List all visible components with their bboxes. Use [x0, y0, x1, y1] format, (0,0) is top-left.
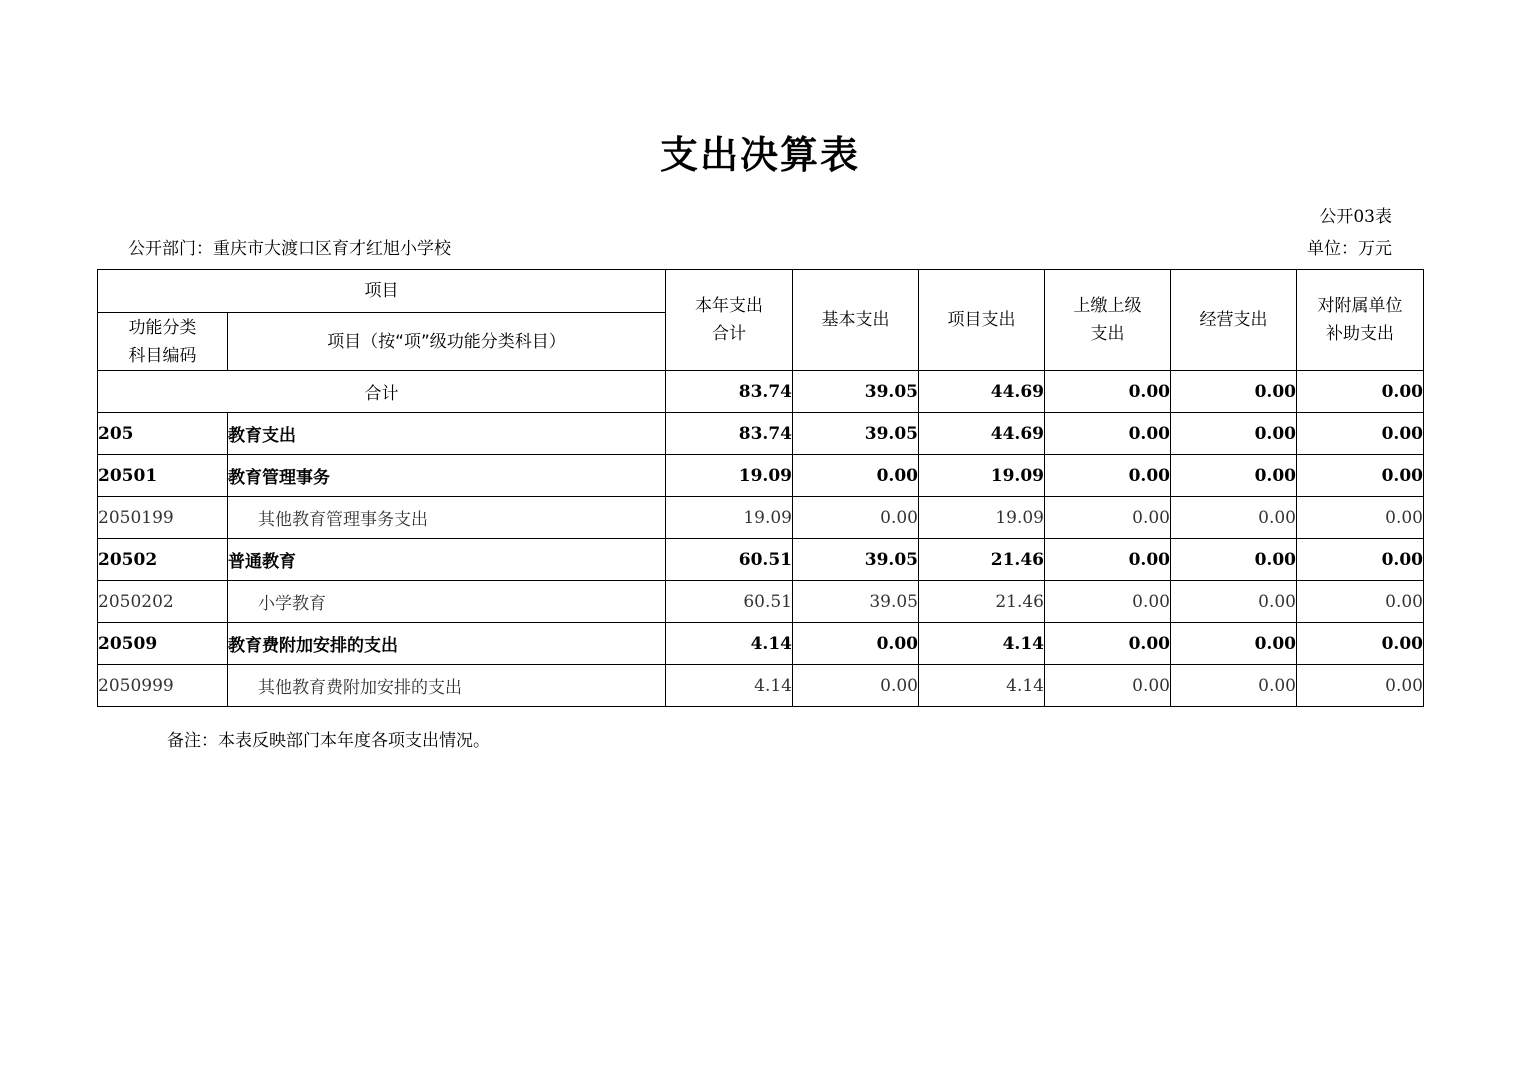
code-cell: 2050999	[98, 665, 228, 707]
project-cell: 44.69	[919, 371, 1045, 413]
business-cell: 0.00	[1171, 623, 1297, 665]
basic-cell: 39.05	[793, 581, 919, 623]
project-cell: 21.46	[919, 581, 1045, 623]
expenditure-table	[97, 269, 1424, 707]
total-cell: 4.14	[666, 623, 793, 665]
code-cell: 20501	[98, 455, 228, 497]
header-subsidiary: 对附属单位补助支出	[1297, 270, 1424, 371]
total-cell: 19.09	[666, 455, 793, 497]
business-cell: 0.00	[1171, 665, 1297, 707]
table-row	[98, 665, 1424, 707]
code-cell: 2050199	[98, 497, 228, 539]
superior-cell: 0.00	[1045, 539, 1171, 581]
business-cell: 0.00	[1171, 497, 1297, 539]
basic-cell: 39.05	[793, 539, 919, 581]
total-cell: 4.14	[666, 665, 793, 707]
project-cell: 21.46	[919, 539, 1045, 581]
basic-cell: 0.00	[793, 455, 919, 497]
name-cell: 其他教育管理事务支出	[228, 497, 666, 539]
total-cell: 60.51	[666, 539, 793, 581]
total-row	[98, 371, 1424, 413]
header-superior: 上缴上级支出	[1045, 270, 1171, 371]
basic-cell: 0.00	[793, 623, 919, 665]
basic-cell: 39.05	[793, 413, 919, 455]
header-project: 项目支出	[919, 270, 1045, 371]
total-cell: 83.74	[666, 413, 793, 455]
subsidiary-cell: 0.00	[1297, 539, 1424, 581]
business-cell: 0.00	[1171, 581, 1297, 623]
subsidiary-cell: 0.00	[1297, 665, 1424, 707]
superior-cell: 0.00	[1045, 665, 1171, 707]
project-cell: 19.09	[919, 455, 1045, 497]
name-cell: 教育管理事务	[228, 455, 666, 497]
page-title: 支出决算表	[659, 133, 860, 177]
basic-cell: 0.00	[793, 497, 919, 539]
total-cell: 19.09	[666, 497, 793, 539]
name-cell: 普通教育	[228, 539, 666, 581]
total-cell: 60.51	[666, 581, 793, 623]
project-cell: 4.14	[919, 623, 1045, 665]
remark-note: 备注：本表反映部门本年度各项支出情况。	[167, 731, 490, 751]
name-cell: 其他教育费附加安排的支出	[228, 665, 666, 707]
superior-cell: 0.00	[1045, 413, 1171, 455]
business-cell: 0.00	[1171, 371, 1297, 413]
header-total: 本年支出合计	[666, 270, 793, 371]
total-label: 合计	[98, 371, 666, 413]
business-cell: 0.00	[1171, 413, 1297, 455]
table-row	[98, 539, 1424, 581]
superior-cell: 0.00	[1045, 623, 1171, 665]
header-business: 经营支出	[1171, 270, 1297, 371]
subsidiary-cell: 0.00	[1297, 497, 1424, 539]
name-cell: 教育费附加安排的支出	[228, 623, 666, 665]
table-row	[98, 497, 1424, 539]
table-row	[98, 413, 1424, 455]
header-item: 项目（按“项”级功能分类科目）	[228, 313, 666, 371]
code-cell: 20509	[98, 623, 228, 665]
subsidiary-cell: 0.00	[1297, 371, 1424, 413]
project-cell: 19.09	[919, 497, 1045, 539]
subsidiary-cell: 0.00	[1297, 455, 1424, 497]
table-row	[98, 581, 1424, 623]
superior-cell: 0.00	[1045, 581, 1171, 623]
department-label: 公开部门：重庆市大渡口区育才红旭小学校	[128, 239, 451, 259]
business-cell: 0.00	[1171, 539, 1297, 581]
project-cell: 4.14	[919, 665, 1045, 707]
basic-cell: 0.00	[793, 665, 919, 707]
name-cell: 小学教育	[228, 581, 666, 623]
total-cell: 83.74	[666, 371, 793, 413]
subsidiary-cell: 0.00	[1297, 623, 1424, 665]
unit-label: 单位：万元	[1307, 239, 1392, 259]
code-cell: 2050202	[98, 581, 228, 623]
superior-cell: 0.00	[1045, 455, 1171, 497]
subsidiary-cell: 0.00	[1297, 413, 1424, 455]
header-code: 功能分类科目编码	[98, 313, 228, 371]
basic-cell: 39.05	[793, 371, 919, 413]
code-cell: 20502	[98, 539, 228, 581]
business-cell: 0.00	[1171, 455, 1297, 497]
code-cell: 205	[98, 413, 228, 455]
header-basic: 基本支出	[793, 270, 919, 371]
superior-cell: 0.00	[1045, 497, 1171, 539]
table-row	[98, 455, 1424, 497]
header-project-group: 项目	[98, 270, 666, 313]
form-number: 公开03表	[1319, 207, 1392, 227]
superior-cell: 0.00	[1045, 371, 1171, 413]
table-row	[98, 623, 1424, 665]
subsidiary-cell: 0.00	[1297, 581, 1424, 623]
project-cell: 44.69	[919, 413, 1045, 455]
name-cell: 教育支出	[228, 413, 666, 455]
